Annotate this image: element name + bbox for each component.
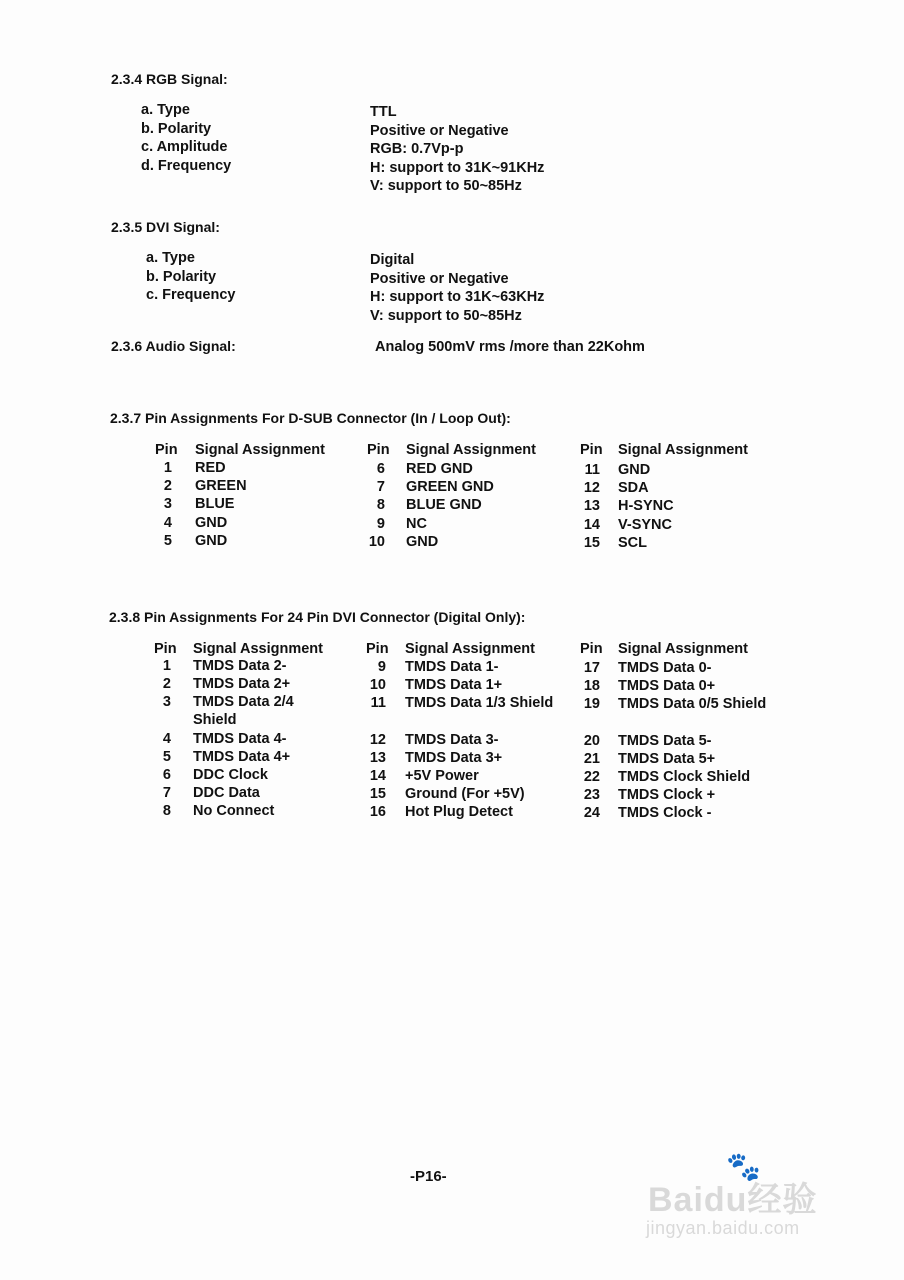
section-title-text: Pin Assignments For 24 Pin DVI Connector (Digital Only): [144, 609, 526, 625]
pin-number: 14 [583, 516, 600, 533]
pin-number: 6 [376, 461, 385, 477]
section-title-text: DVI Signal: [146, 219, 220, 235]
spec-value: V: support to 50~85Hz [370, 178, 522, 194]
section-title-text: RGB Signal: [146, 71, 228, 87]
signal-assignment: BLUE [195, 496, 235, 513]
section-number: 2.3.8 [109, 609, 141, 625]
pin-number: 8 [162, 803, 171, 820]
pin-number: 10 [368, 533, 385, 550]
spec-value: Positive or Negative [370, 270, 509, 287]
spec-value: Positive or Negative [370, 122, 509, 139]
signal-assignment: TMDS Data 1- [405, 659, 499, 675]
signal-header: Signal Assignment [618, 442, 748, 458]
signal-assignment: GND [618, 462, 651, 478]
signal-assignment: TMDS Data 1/3 Shield [405, 695, 554, 712]
pin-number: 2 [163, 478, 172, 495]
signal-header: Signal Assignment [406, 442, 536, 458]
pin-number: 7 [162, 785, 171, 802]
signal-assignment: DDC Data [193, 785, 260, 802]
signal-assignment: GND [406, 533, 439, 550]
pin-number: 12 [369, 731, 386, 748]
section-number: 2.3.6 [111, 338, 143, 354]
signal-header: Signal Assignment [195, 442, 325, 458]
pin-number: 4 [163, 514, 172, 531]
pin-number: 16 [369, 804, 386, 821]
pin-number: 24 [583, 805, 600, 822]
spec-label: b. Polarity [146, 268, 217, 285]
spec-label: a. Type [146, 250, 195, 266]
dsub-section-title [110, 410, 511, 426]
spec-value: TTL [370, 104, 397, 120]
signal-assignment: GREEN GND [406, 479, 494, 496]
pin-number: 23 [583, 787, 600, 804]
pin-number: 19 [583, 696, 600, 713]
spec-label: c. Amplitude [141, 139, 228, 155]
section-number: 2.3.5 [111, 219, 143, 235]
pin-header: Pin [366, 641, 389, 657]
signal-assignment-continued: Shield [193, 712, 237, 729]
pin-header: Pin [155, 442, 178, 458]
signal-assignment: TMDS Data 4+ [193, 748, 291, 765]
signal-assignment: BLUE GND [406, 497, 482, 514]
signal-assignment: RED GND [406, 461, 473, 477]
pin-number: 13 [583, 498, 600, 515]
signal-assignment: RED [195, 460, 226, 476]
pin-number: 5 [162, 748, 171, 765]
signal-assignment: TMDS Data 5+ [618, 750, 716, 767]
pin-number: 3 [162, 694, 171, 711]
pin-number: 15 [583, 534, 600, 551]
signal-assignment: TMDS Data 5- [618, 732, 712, 749]
pin-number: 9 [377, 659, 386, 675]
signal-assignment: NC [406, 515, 427, 532]
watermark-brand-text: Baidu经验 [648, 1181, 818, 1219]
section-number: 2.3.4 [111, 71, 143, 87]
spec-label: b. Polarity [141, 120, 212, 137]
spec-value: H: support to 31K~91KHz [370, 159, 545, 176]
pin-number: 5 [163, 532, 172, 549]
signal-assignment: No Connect [193, 803, 275, 820]
signal-header: Signal Assignment [405, 641, 535, 657]
signal-assignment: SCL [618, 534, 647, 551]
signal-header: Signal Assignment [618, 641, 748, 657]
signal-assignment: TMDS Clock - [618, 805, 712, 822]
signal-assignment: GND [195, 514, 228, 531]
spec-value: H: support to 31K~63KHz [370, 289, 545, 305]
spec-label: a. Type [141, 102, 190, 118]
pin-number: 1 [162, 658, 171, 674]
signal-header: Signal Assignment [193, 641, 323, 657]
section-title-text: Audio Signal: [145, 338, 236, 354]
signal-assignment: GREEN [195, 478, 247, 495]
signal-assignment: TMDS Data 3+ [405, 749, 503, 766]
signal-assignment: TMDS Data 0/5 Shield [618, 696, 767, 713]
pin-number: 14 [369, 768, 386, 784]
signal-assignment: TMDS Data 0+ [618, 678, 716, 695]
signal-assignment: GND [195, 532, 228, 549]
pin-number: 21 [583, 750, 600, 767]
signal-assignment: SDA [618, 480, 649, 497]
pin-header: Pin [580, 641, 603, 657]
pin-header: Pin [154, 641, 177, 657]
pin-number: 11 [584, 462, 600, 478]
pin-number: 12 [583, 480, 600, 497]
signal-assignment: TMDS Data 2/4 [193, 694, 294, 711]
dvi24-section-title [109, 609, 525, 625]
spec-value: RGB: 0.7Vp-p [370, 141, 464, 157]
pin-number: 18 [583, 678, 600, 695]
section-title-text: Pin Assignments For D-SUB Connector (In / Loop Out): [145, 410, 511, 426]
watermark-brand [648, 1151, 818, 1221]
dvi-section-title [111, 219, 220, 235]
audio-section-title [111, 338, 236, 354]
pin-number: 15 [369, 786, 386, 803]
signal-assignment: TMDS Data 4- [193, 730, 287, 747]
pin-number: 10 [369, 677, 386, 694]
pin-number: 1 [163, 460, 172, 476]
signal-assignment: V-SYNC [618, 516, 672, 533]
signal-assignment: TMDS Data 0- [618, 660, 712, 676]
section-number: 2.3.7 [110, 410, 142, 426]
pin-number: 9 [376, 515, 385, 532]
rgb-section-title [111, 71, 228, 87]
signal-assignment: +5V Power [405, 768, 479, 784]
spec-value: V: support to 50~85Hz [370, 307, 522, 324]
spec-value: Digital [370, 252, 415, 268]
pin-number: 13 [369, 749, 386, 766]
signal-assignment: TMDS Clock + [618, 787, 716, 804]
pin-number: 17 [583, 660, 600, 676]
spec-label: c. Frequency [146, 287, 236, 303]
audio-signal-value: Analog 500mV rms /more than 22Kohm [375, 339, 645, 355]
signal-assignment: TMDS Data 2- [193, 658, 287, 674]
signal-assignment: H-SYNC [618, 498, 674, 515]
pin-number: 22 [583, 769, 600, 785]
pin-number: 6 [162, 767, 171, 783]
pin-header: Pin [580, 442, 603, 458]
paw-icon: 🐾 [726, 1151, 762, 1182]
pin-header: Pin [367, 442, 390, 458]
watermark-url: jingyan.baidu.com [646, 1218, 800, 1238]
pin-number: 8 [376, 497, 385, 514]
pin-number: 7 [376, 479, 385, 496]
signal-assignment: DDC Clock [193, 767, 268, 783]
signal-assignment: TMDS Data 1+ [405, 677, 503, 694]
pin-number: 11 [370, 695, 386, 712]
signal-assignment: Hot Plug Detect [405, 804, 513, 821]
pin-number: 20 [583, 732, 600, 749]
signal-assignment: TMDS Data 3- [405, 731, 499, 748]
signal-assignment: TMDS Clock Shield [618, 769, 751, 785]
signal-assignment: Ground (For +5V) [405, 786, 525, 803]
pin-number: 3 [163, 496, 172, 513]
signal-assignment: TMDS Data 2+ [193, 676, 291, 693]
spec-label: d. Frequency [141, 157, 232, 174]
pin-number: 2 [162, 676, 171, 693]
page-number: -P16- [410, 1168, 447, 1185]
pin-number: 4 [162, 730, 171, 747]
